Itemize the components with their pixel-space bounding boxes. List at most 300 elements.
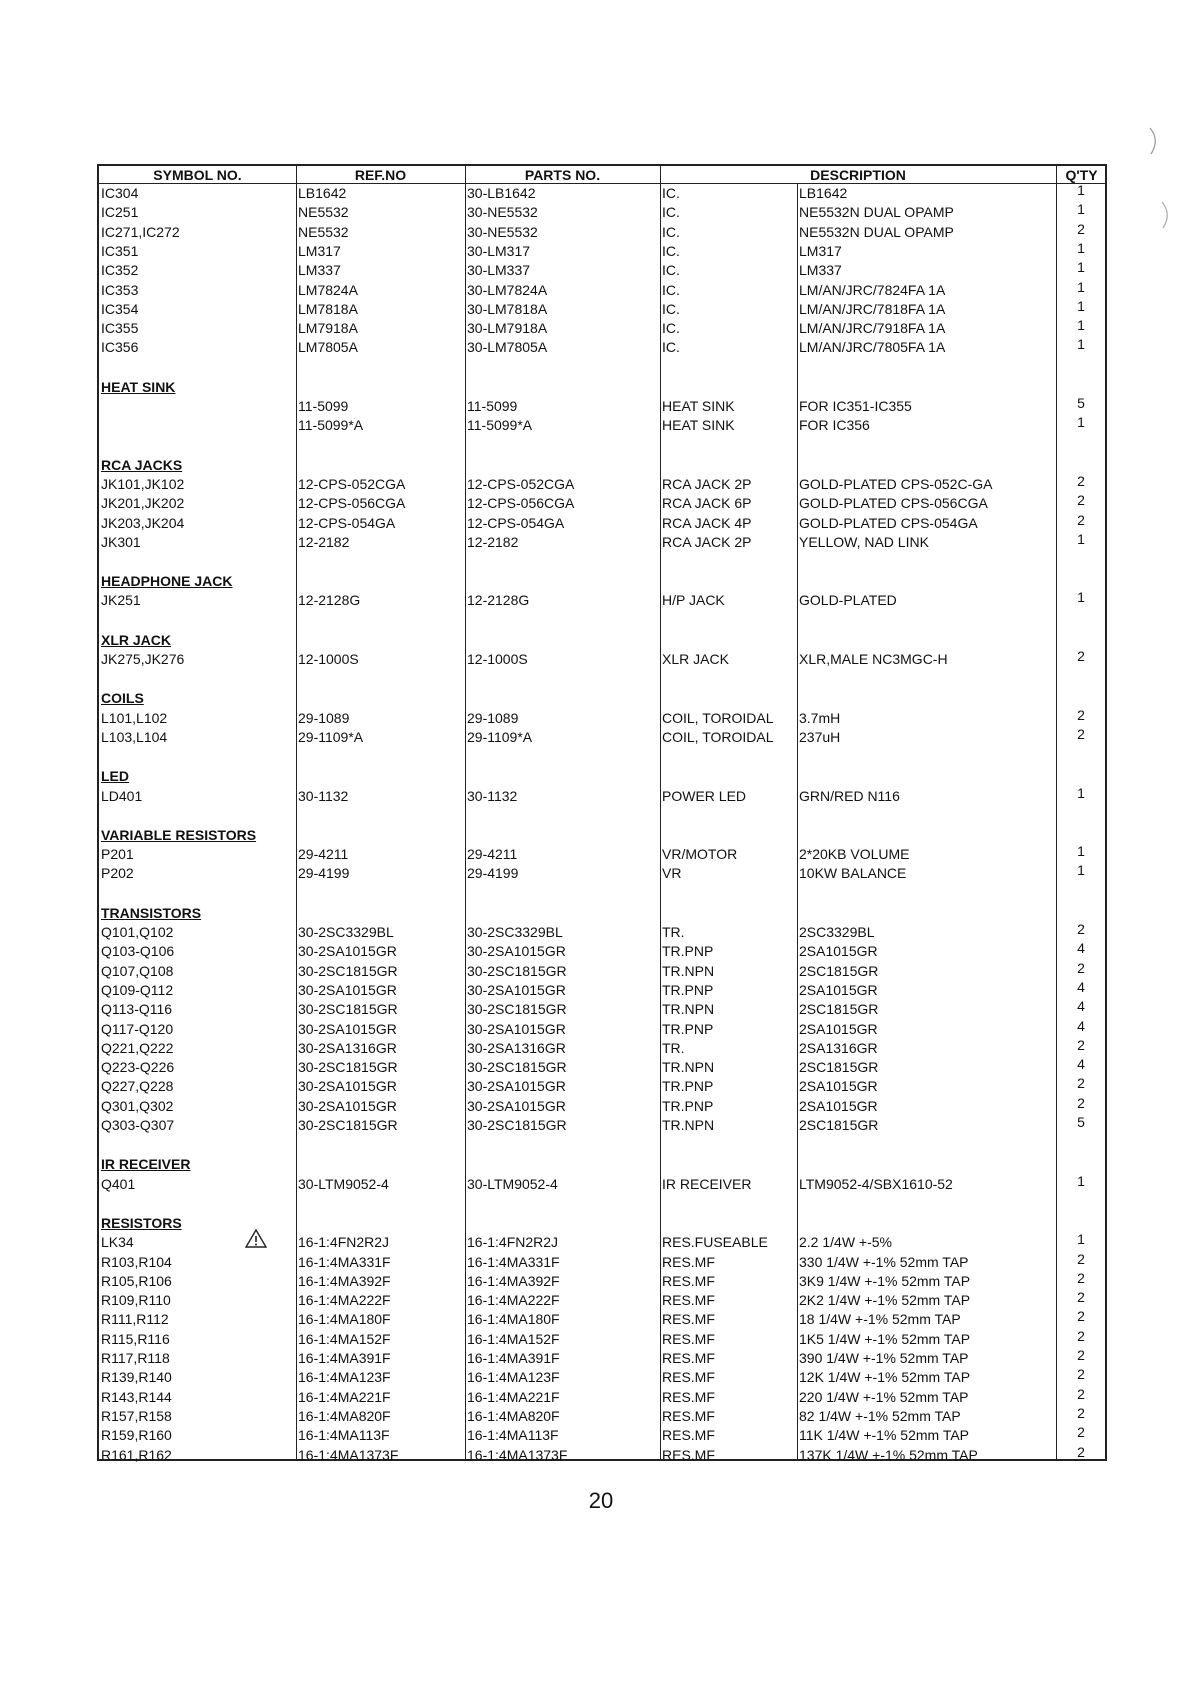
parts-cell: 12-2182 — [467, 533, 519, 550]
ref-cell: 16-1:4MA222F — [298, 1292, 391, 1309]
symbol-cell: R115,R116 — [101, 1330, 170, 1347]
description-cell: GOLD-PLATED CPS-054GA — [799, 514, 978, 531]
description-cell: 2K2 1/4W +-1% 52mm TAP — [799, 1292, 971, 1309]
header-divider — [99, 183, 1105, 184]
description-cell: 2SC1815GR — [799, 1001, 879, 1018]
description-cell: 2SA1015GR — [799, 943, 878, 960]
qty-cell: 2 — [1077, 1424, 1085, 1441]
symbol-cell: R159,R160 — [101, 1427, 172, 1444]
description-cell: 2SA1015GR — [799, 1097, 878, 1114]
qty-cell: 2 — [1077, 706, 1085, 723]
section-heading: VARIABLE RESISTORS — [101, 826, 257, 843]
symbol-cell: Q223-Q226 — [101, 1059, 175, 1076]
header-description: DESCRIPTION — [810, 167, 906, 183]
ref-cell: 30-2SA1015GR — [298, 981, 397, 998]
symbol-cell: R105,R106 — [101, 1272, 172, 1289]
qty-cell: 1 — [1077, 530, 1085, 547]
qty-cell: 2 — [1077, 921, 1085, 937]
ref-cell: 16-1:4MA392F — [298, 1272, 391, 1289]
parts-cell: 12-2128G — [467, 592, 530, 609]
ref-cell: 16-1:4MA221F — [298, 1388, 391, 1405]
type-cell: TR.NPN — [662, 1117, 715, 1133]
section-heading: IR RECEIVER — [101, 1156, 191, 1173]
parts-cell: 30-2SA1316GR — [467, 1039, 566, 1056]
description-cell: 330 1/4W +-1% 52mm TAP — [799, 1253, 969, 1270]
symbol-cell: IC351 — [101, 242, 139, 259]
ref-cell: 29-4199 — [298, 865, 350, 882]
parts-cell: 30-2SC1815GR — [467, 962, 567, 979]
qty-cell: 2 — [1077, 1327, 1085, 1344]
ref-cell: 30-2SA1015GR — [298, 1020, 397, 1037]
parts-cell: 30-LM7805A — [467, 339, 548, 356]
description-cell: NE5532N DUAL OPAMP — [799, 204, 954, 221]
column-divider — [797, 184, 798, 1459]
symbol-cell: IC352 — [101, 262, 139, 279]
symbol-cell: R143,R144 — [101, 1388, 172, 1405]
qty-cell: 1 — [1077, 297, 1085, 314]
qty-cell: 2 — [1077, 472, 1085, 489]
description-cell: LB1642 — [799, 185, 848, 201]
symbol-cell: Q101,Q102 — [101, 924, 174, 940]
ref-cell: 12-CPS-054GA — [298, 514, 396, 531]
parts-cell: 16-1:4MA1373F — [467, 1446, 568, 1463]
description-cell: FOR IC351-IC355 — [799, 398, 912, 414]
description-cell: 237uH — [799, 728, 841, 745]
description-cell: 220 1/4W +-1% 52mm TAP — [799, 1388, 969, 1405]
symbol-cell: R117,R118 — [101, 1350, 170, 1366]
type-cell: TR.PNP — [662, 1097, 714, 1114]
parts-cell: 11-5099*A — [467, 417, 533, 434]
ref-cell: 30-2SA1015GR — [298, 1078, 397, 1095]
type-cell: H/P JACK — [662, 592, 725, 609]
column-divider — [1056, 166, 1057, 1459]
ref-cell: 16-1:4MA331F — [298, 1253, 391, 1270]
symbol-cell: R139,R140 — [101, 1369, 172, 1386]
symbol-cell: P201 — [101, 846, 134, 863]
description-cell: NE5532N DUAL OPAMP — [799, 223, 954, 240]
description-cell: GOLD-PLATED CPS-056CGA — [799, 495, 988, 512]
ref-cell: 16-1:4MA123F — [298, 1369, 391, 1386]
ref-cell: 16-1:4MA820F — [298, 1407, 391, 1424]
ref-cell: 30-2SC1815GR — [298, 962, 398, 979]
parts-cell: 30-LB1642 — [467, 185, 536, 201]
symbol-cell: L103,L104 — [101, 728, 168, 745]
qty-cell: 1 — [1077, 862, 1085, 879]
qty-cell: 2 — [1077, 1036, 1085, 1053]
qty-cell: 2 — [1077, 1308, 1085, 1325]
ref-cell: LM317 — [298, 242, 341, 259]
qty-cell: 2 — [1077, 1289, 1085, 1306]
type-cell: TR.NPN — [662, 962, 715, 979]
qty-cell: 2 — [1077, 1443, 1085, 1460]
type-cell: IC. — [662, 204, 680, 221]
type-cell: RES.MF — [662, 1407, 715, 1424]
description-cell: LM/AN/JRC/7824FA 1A — [799, 281, 946, 298]
ref-cell: 30-2SC1815GR — [298, 1117, 398, 1133]
ref-cell: 29-1089 — [298, 709, 350, 726]
column-divider — [296, 166, 297, 1459]
section-heading: RCA JACKS — [101, 456, 183, 473]
parts-cell: 30-LTM9052-4 — [467, 1175, 558, 1192]
scan-mark — [1148, 126, 1162, 156]
qty-cell: 2 — [1077, 1385, 1085, 1402]
type-cell: TR.NPN — [662, 1001, 715, 1018]
symbol-cell: Q227,Q228 — [101, 1078, 174, 1095]
parts-cell: 30-2SA1015GR — [467, 943, 566, 960]
parts-cell: 30-1132 — [467, 787, 518, 804]
symbol-cell: IC304 — [101, 185, 139, 201]
symbol-cell: Q221,Q222 — [101, 1039, 174, 1056]
parts-cell: 30-2SA1015GR — [467, 1078, 566, 1095]
description-cell: 2SA1015GR — [799, 981, 878, 998]
qty-cell: 2 — [1077, 1269, 1085, 1286]
description-cell: LM/AN/JRC/7918FA 1A — [799, 320, 946, 337]
ref-cell: 16-1:4MA113F — [298, 1427, 390, 1444]
ref-cell: 29-1109*A — [298, 728, 364, 745]
parts-cell: 30-LM7818A — [467, 300, 548, 317]
parts-cell: 16-1:4MA152F — [467, 1330, 560, 1347]
section-heading: COILS — [101, 690, 144, 707]
type-cell: RES.MF — [662, 1427, 715, 1444]
description-cell: 82 1/4W +-1% 52mm TAP — [799, 1407, 961, 1424]
symbol-cell: Q401 — [101, 1175, 136, 1192]
description-cell: 2SC1815GR — [799, 1059, 879, 1076]
symbol-cell: R157,R158 — [101, 1407, 172, 1424]
parts-cell: 30-2SC1815GR — [467, 1117, 567, 1133]
description-cell: 3K9 1/4W +-1% 52mm TAP — [799, 1272, 971, 1289]
ref-cell: 12-1000S — [298, 651, 359, 667]
parts-cell: 12-1000S — [467, 651, 528, 667]
parts-cell: 29-4211 — [467, 846, 518, 863]
type-cell: RES.MF — [662, 1369, 715, 1386]
description-cell: 2SC1815GR — [799, 962, 879, 979]
section-heading: LED — [101, 768, 129, 785]
parts-cell: 30-LM337 — [467, 262, 531, 279]
parts-table — [97, 164, 1107, 1461]
ref-cell: 30-1132 — [298, 787, 349, 804]
description-cell: 137K 1/4W +-1% 52mm TAP — [799, 1446, 978, 1463]
type-cell: IC. — [662, 300, 680, 317]
type-cell: IR RECEIVER — [662, 1175, 752, 1192]
ref-cell: 11-5099*A — [298, 417, 364, 434]
type-cell: IC. — [662, 185, 680, 201]
description-cell: XLR,MALE NC3MGC-H — [799, 651, 948, 667]
symbol-cell: JK301 — [101, 533, 141, 550]
symbol-cell: P202 — [101, 865, 134, 882]
type-cell: RCA JACK 4P — [662, 514, 752, 531]
qty-cell: 2 — [1077, 725, 1085, 742]
description-cell: GRN/RED N116 — [799, 787, 900, 804]
ref-cell: 30-2SC3329BL — [298, 924, 394, 940]
ref-cell: 30-2SA1015GR — [298, 1097, 397, 1114]
type-cell: TR.NPN — [662, 1059, 715, 1076]
description-cell: 10KW BALANCE — [799, 865, 907, 882]
parts-cell: 30-2SC1815GR — [467, 1001, 567, 1018]
parts-cell: 16-1:4MA221F — [467, 1388, 560, 1405]
description-cell: GOLD-PLATED CPS-052C-GA — [799, 475, 993, 492]
parts-cell: 16-1:4MA180F — [467, 1311, 560, 1328]
type-cell: VR — [662, 865, 682, 882]
parts-cell: 29-4199 — [467, 865, 519, 882]
qty-cell: 4 — [1077, 1017, 1085, 1034]
parts-cell: 30-2SA1015GR — [467, 1097, 566, 1114]
ref-cell: 11-5099 — [298, 398, 349, 414]
scan-mark — [1160, 200, 1174, 230]
qty-cell: 4 — [1077, 978, 1085, 995]
description-cell: 2SC1815GR — [799, 1117, 879, 1133]
parts-cell: 12-CPS-054GA — [467, 514, 565, 531]
ref-cell: 30-2SA1015GR — [298, 943, 397, 960]
parts-cell: 30-LM7918A — [467, 320, 548, 337]
type-cell: IC. — [662, 320, 680, 337]
parts-cell: 30-LM317 — [467, 242, 531, 259]
parts-cell: 30-2SA1015GR — [467, 981, 566, 998]
type-cell: IC. — [662, 223, 680, 240]
symbol-cell: Q107,Q108 — [101, 962, 174, 979]
ref-cell: 16-1:4MA1373F — [298, 1446, 399, 1463]
symbol-cell: IC251 — [101, 204, 139, 221]
qty-cell: 5 — [1077, 395, 1085, 411]
type-cell: VR/MOTOR — [662, 846, 738, 863]
header-parts: PARTS NO. — [524, 167, 601, 183]
qty-cell: 2 — [1077, 1094, 1085, 1111]
type-cell: RES.MF — [662, 1292, 715, 1309]
symbol-cell: Q301,Q302 — [101, 1097, 174, 1114]
type-cell: IC. — [662, 339, 680, 356]
symbol-cell: LD401 — [101, 787, 143, 804]
ref-cell: 16-1:4FN2R2J — [298, 1234, 390, 1251]
ref-cell: 12-CPS-052CGA — [298, 475, 406, 492]
qty-cell: 2 — [1077, 1347, 1085, 1363]
ref-cell: 30-2SC1815GR — [298, 1059, 398, 1076]
type-cell: POWER LED — [662, 787, 747, 804]
symbol-cell: IC353 — [101, 281, 139, 298]
qty-cell: 2 — [1077, 959, 1085, 976]
ref-cell: LM337 — [298, 262, 341, 279]
qty-cell: 1 — [1077, 278, 1085, 295]
parts-cell: 16-1:4MA392F — [467, 1272, 560, 1289]
section-heading: RESISTORS — [101, 1214, 182, 1231]
symbol-cell: R111,R112 — [101, 1311, 169, 1328]
symbol-cell: R109,R110 — [101, 1292, 171, 1309]
parts-cell: 30-LM7824A — [467, 281, 548, 298]
description-cell: 18 1/4W +-1% 52mm TAP — [799, 1311, 961, 1328]
type-cell: IC. — [662, 262, 680, 279]
page-number: 20 — [588, 1488, 614, 1513]
type-cell: RCA JACK 2P — [662, 533, 752, 550]
description-cell: 2SC3329BL — [799, 924, 875, 940]
symbol-cell: Q117-Q120 — [101, 1020, 174, 1037]
ref-cell: NE5532 — [298, 223, 349, 240]
qty-cell: 2 — [1077, 492, 1085, 509]
symbol-cell: JK203,JK204 — [101, 514, 185, 531]
type-cell: HEAT SINK — [662, 398, 735, 414]
symbol-cell: IC354 — [101, 300, 139, 317]
description-cell: YELLOW, NAD LINK — [799, 533, 929, 550]
symbol-cell: R103,R104 — [101, 1253, 172, 1270]
ref-cell: 16-1:4MA180F — [298, 1311, 391, 1328]
qty-cell: 1 — [1077, 239, 1085, 256]
type-cell: RES.MF — [662, 1350, 715, 1366]
parts-cell: 30-NE5532 — [467, 223, 538, 240]
description-cell: 2SA1015GR — [799, 1078, 878, 1095]
header-symbol: SYMBOL NO. — [153, 167, 242, 183]
description-cell: 390 1/4W +-1% 52mm TAP — [799, 1350, 969, 1366]
ref-cell: 16-1:4MA391F — [298, 1350, 391, 1366]
column-divider — [660, 166, 661, 1459]
type-cell: RES.MF — [662, 1446, 715, 1463]
type-cell: TR.PNP — [662, 943, 714, 960]
ref-cell: LB1642 — [298, 185, 347, 201]
ref-cell: LM7805A — [298, 339, 358, 356]
type-cell: IC. — [662, 242, 680, 259]
parts-cell: 30-2SC3329BL — [467, 924, 563, 940]
ref-cell: LM7824A — [298, 281, 358, 298]
qty-cell: 5 — [1077, 1114, 1085, 1130]
qty-cell: 1 — [1077, 317, 1085, 334]
ref-cell: LM7818A — [298, 300, 358, 317]
qty-cell: 2 — [1077, 1250, 1085, 1267]
parts-cell: 12-CPS-056CGA — [467, 495, 575, 512]
description-cell: 2SA1316GR — [799, 1039, 878, 1056]
symbol-cell: IC356 — [101, 339, 139, 356]
section-heading: XLR JACK — [101, 631, 172, 648]
qty-cell: 2 — [1077, 511, 1085, 528]
qty-cell: 2 — [1077, 1366, 1085, 1383]
section-heading: TRANSISTORS — [101, 904, 202, 921]
type-cell: TR.PNP — [662, 981, 714, 998]
ref-cell: LM7918A — [298, 320, 358, 337]
description-cell: LM317 — [799, 242, 842, 259]
symbol-cell: Q303-Q307 — [101, 1117, 175, 1133]
type-cell: RES.MF — [662, 1311, 715, 1328]
header-ref: REF.NO — [354, 167, 407, 183]
ref-cell: 12-2128G — [298, 592, 361, 609]
qty-cell: 4 — [1077, 998, 1085, 1015]
qty-cell: 1 — [1077, 1231, 1085, 1248]
warning-triangle-icon — [245, 1228, 267, 1248]
parts-cell: 11-5099 — [467, 398, 518, 414]
description-cell: 2.2 1/4W +-5% — [799, 1234, 892, 1251]
parts-cell: 30-2SC1815GR — [467, 1059, 567, 1076]
type-cell: RES.MF — [662, 1388, 715, 1405]
description-cell: LTM9052-4/SBX1610-52 — [799, 1175, 953, 1192]
type-cell: RES.FUSEABLE — [662, 1234, 768, 1251]
parts-cell: 12-CPS-052CGA — [467, 475, 575, 492]
parts-cell: 16-1:4MA113F — [467, 1427, 559, 1444]
qty-cell: 1 — [1077, 589, 1085, 606]
symbol-cell: JK101,JK102 — [101, 475, 185, 492]
type-cell: XLR JACK — [662, 651, 729, 667]
ref-cell: 29-4211 — [298, 846, 349, 863]
symbol-cell: L101,L102 — [101, 709, 168, 726]
type-cell: RCA JACK 6P — [662, 495, 752, 512]
symbol-cell: LK34 — [101, 1234, 134, 1251]
parts-cell: 29-1109*A — [467, 728, 533, 745]
symbol-cell: Q109-Q112 — [101, 981, 174, 998]
symbol-cell: Q113-Q116 — [101, 1001, 173, 1018]
column-divider — [465, 166, 466, 1459]
description-cell: FOR IC356 — [799, 417, 870, 434]
qty-cell: 1 — [1077, 182, 1085, 198]
qty-cell: 1 — [1077, 336, 1085, 353]
type-cell: RES.MF — [662, 1272, 715, 1289]
type-cell: COIL, TOROIDAL — [662, 709, 774, 726]
symbol-cell: IC355 — [101, 320, 139, 337]
type-cell: HEAT SINK — [662, 417, 735, 434]
parts-cell: 16-1:4MA820F — [467, 1407, 560, 1424]
type-cell: RCA JACK 2P — [662, 475, 752, 492]
qty-cell: 2 — [1077, 1075, 1085, 1092]
description-cell: LM/AN/JRC/7805FA 1A — [799, 339, 946, 356]
parts-cell: 16-1:4MA123F — [467, 1369, 560, 1386]
description-cell: 11K 1/4W +-1% 52mm TAP — [799, 1427, 970, 1444]
qty-cell: 4 — [1077, 1056, 1085, 1073]
symbol-cell: JK275,JK276 — [101, 651, 185, 667]
parts-cell: 16-1:4MA391F — [467, 1350, 560, 1366]
description-cell: LM/AN/JRC/7818FA 1A — [799, 300, 946, 317]
header-qty: Q'TY — [1065, 167, 1098, 183]
qty-cell: 1 — [1077, 414, 1085, 431]
qty-cell: 1 — [1077, 843, 1085, 860]
symbol-cell: JK201,JK202 — [101, 495, 185, 512]
parts-cell: 16-1:4FN2R2J — [467, 1234, 559, 1251]
qty-cell: 2 — [1077, 648, 1085, 664]
type-cell: RES.MF — [662, 1330, 715, 1347]
parts-cell: 16-1:4MA331F — [467, 1253, 560, 1270]
ref-cell: 30-LTM9052-4 — [298, 1175, 389, 1192]
parts-cell: 29-1089 — [467, 709, 519, 726]
qty-cell: 1 — [1077, 259, 1085, 276]
ref-cell: 16-1:4MA152F — [298, 1330, 391, 1347]
qty-cell: 1 — [1077, 201, 1085, 218]
description-cell: 12K 1/4W +-1% 52mm TAP — [799, 1369, 971, 1386]
symbol-cell: JK251 — [101, 592, 141, 609]
type-cell: TR.PNP — [662, 1020, 714, 1037]
type-cell: COIL, TOROIDAL — [662, 728, 774, 745]
ref-cell: 30-2SA1316GR — [298, 1039, 397, 1056]
symbol-cell: R161,R162 — [101, 1446, 172, 1463]
description-cell: 2SA1015GR — [799, 1020, 878, 1037]
qty-cell: 2 — [1077, 220, 1085, 237]
description-cell: 2*20KB VOLUME — [799, 846, 910, 863]
qty-cell: 4 — [1077, 940, 1085, 957]
type-cell: TR.PNP — [662, 1078, 714, 1095]
type-cell: IC. — [662, 281, 680, 298]
parts-cell: 30-2SA1015GR — [467, 1020, 566, 1037]
description-cell: 3.7mH — [799, 709, 841, 726]
symbol-cell: IC271,IC272 — [101, 223, 180, 240]
ref-cell: 12-CPS-056CGA — [298, 495, 406, 512]
parts-cell: 16-1:4MA222F — [467, 1292, 560, 1309]
type-cell: TR. — [662, 1039, 685, 1056]
type-cell: RES.MF — [662, 1253, 715, 1270]
qty-cell: 1 — [1077, 1172, 1085, 1189]
section-heading: HEADPHONE JACK — [101, 573, 233, 590]
description-cell: LM337 — [799, 262, 842, 279]
section-heading: HEAT SINK — [101, 378, 176, 395]
type-cell: TR. — [662, 924, 685, 940]
parts-cell: 30-NE5532 — [467, 204, 538, 221]
ref-cell: 12-2182 — [298, 533, 350, 550]
description-cell: 1K5 1/4W +-1% 52mm TAP — [799, 1330, 971, 1347]
ref-cell: 30-2SC1815GR — [298, 1001, 398, 1018]
qty-cell: 2 — [1077, 1404, 1085, 1421]
ref-cell: NE5532 — [298, 204, 349, 221]
symbol-cell: Q103-Q106 — [101, 943, 175, 960]
qty-cell: 1 — [1077, 784, 1085, 801]
description-cell: GOLD-PLATED — [799, 592, 897, 609]
